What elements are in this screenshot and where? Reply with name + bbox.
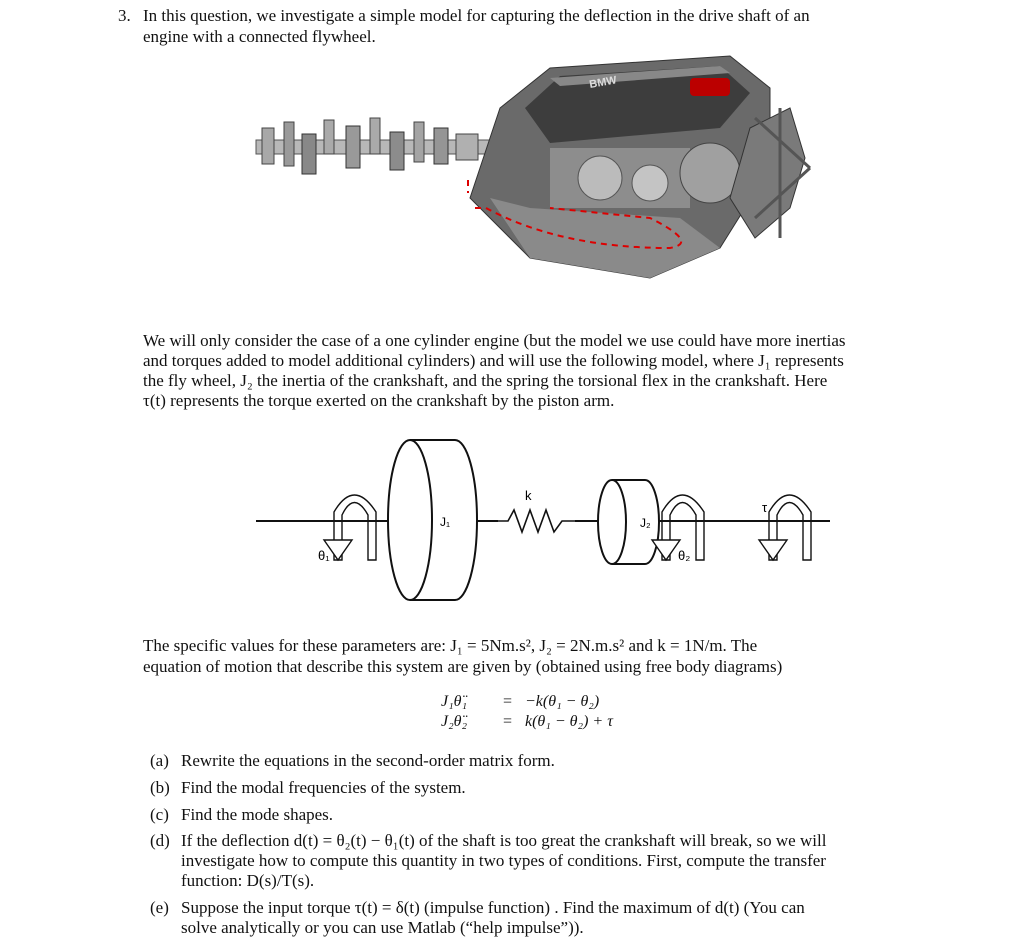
part-a-label: (a) (150, 751, 169, 770)
part-e-line1: Suppose the input torque τ(t) = δ(t) (impulse function) . Find the maximum of d(t) (You can (181, 898, 805, 917)
equation-2-operator: = (503, 713, 513, 730)
torsional-spring (498, 510, 575, 532)
question-intro-line1: In this question, we investigate a simple model for capturing the deflection in the drive shaft of an (143, 6, 810, 25)
torsional-system-diagram (250, 430, 840, 610)
equation-1-lhs: J₁θ̈₁ (441, 693, 468, 710)
label-theta1: θ₁ (318, 548, 330, 563)
model-paragraph-line4: τ(t) represents the torque exerted on the crankshaft by the piston arm. (143, 391, 615, 410)
label-tau: τ (762, 500, 768, 515)
part-e-line2: solve analytically or you can use Matlab (“help impulse”)). (181, 918, 584, 937)
label-k: k (525, 488, 532, 503)
crankshaft-image (256, 118, 501, 174)
model-paragraph-line3: the fly wheel, J₂ the inertia of the crankshaft, and the spring the torsional flex in the crankshaft. Here (143, 371, 828, 390)
part-c-text: Find the mode shapes. (181, 805, 334, 824)
part-d-line3: function: D(s)/T(s). (181, 871, 315, 890)
part-d-line1: If the deflection d(t) = θ₂(t) − θ₁(t) of the shaft is too great the crankshaft will break, so we will (181, 831, 827, 850)
model-paragraph-line2: and torques added to model additional cylinders) and will use the following model, where J₁ represents (143, 351, 844, 370)
equation-1-rhs: −k(θ₁ − θ₂) (525, 693, 600, 710)
engine-brand-badge: BMW (588, 74, 618, 91)
part-e-label: (e) (150, 898, 169, 917)
engine-block-image (470, 56, 810, 278)
part-b-label: (b) (150, 778, 170, 797)
question-number: 3. (118, 6, 131, 25)
part-b-text: Find the modal frequencies of the system. (181, 778, 466, 797)
model-paragraph-line1: We will only consider the case of a one cylinder engine (but the model we use could have more inertias (143, 331, 846, 350)
equation-2-lhs: J₂θ̈₂ (441, 713, 468, 730)
part-c-label: (c) (150, 805, 169, 824)
part-d-line2: investigate how to compute this quantity in two types of conditions. First, compute the transfer (181, 851, 826, 870)
label-theta2: θ₂ (678, 548, 691, 563)
engine-illustration (250, 48, 820, 328)
equation-1-operator: = (503, 693, 513, 710)
label-J2: J₂ (640, 516, 651, 530)
part-a-text: Rewrite the equations in the second-order matrix form. (181, 751, 555, 770)
part-d-label: (d) (150, 831, 170, 850)
question-intro-line2: engine with a connected flywheel. (143, 27, 376, 46)
params-paragraph-line1: The specific values for these parameters are: J₁ = 5Nm.s², J₂ = 2N.m.s² and k = 1N/m. The (143, 636, 758, 655)
equation-2-rhs: k(θ₁ − θ₂) + τ (525, 713, 613, 730)
params-paragraph-line2: equation of motion that describe this system are given by (obtained using free body diagrams) (143, 657, 783, 676)
inertia-disk-J1 (388, 440, 477, 600)
label-J1: J₁ (440, 515, 451, 529)
